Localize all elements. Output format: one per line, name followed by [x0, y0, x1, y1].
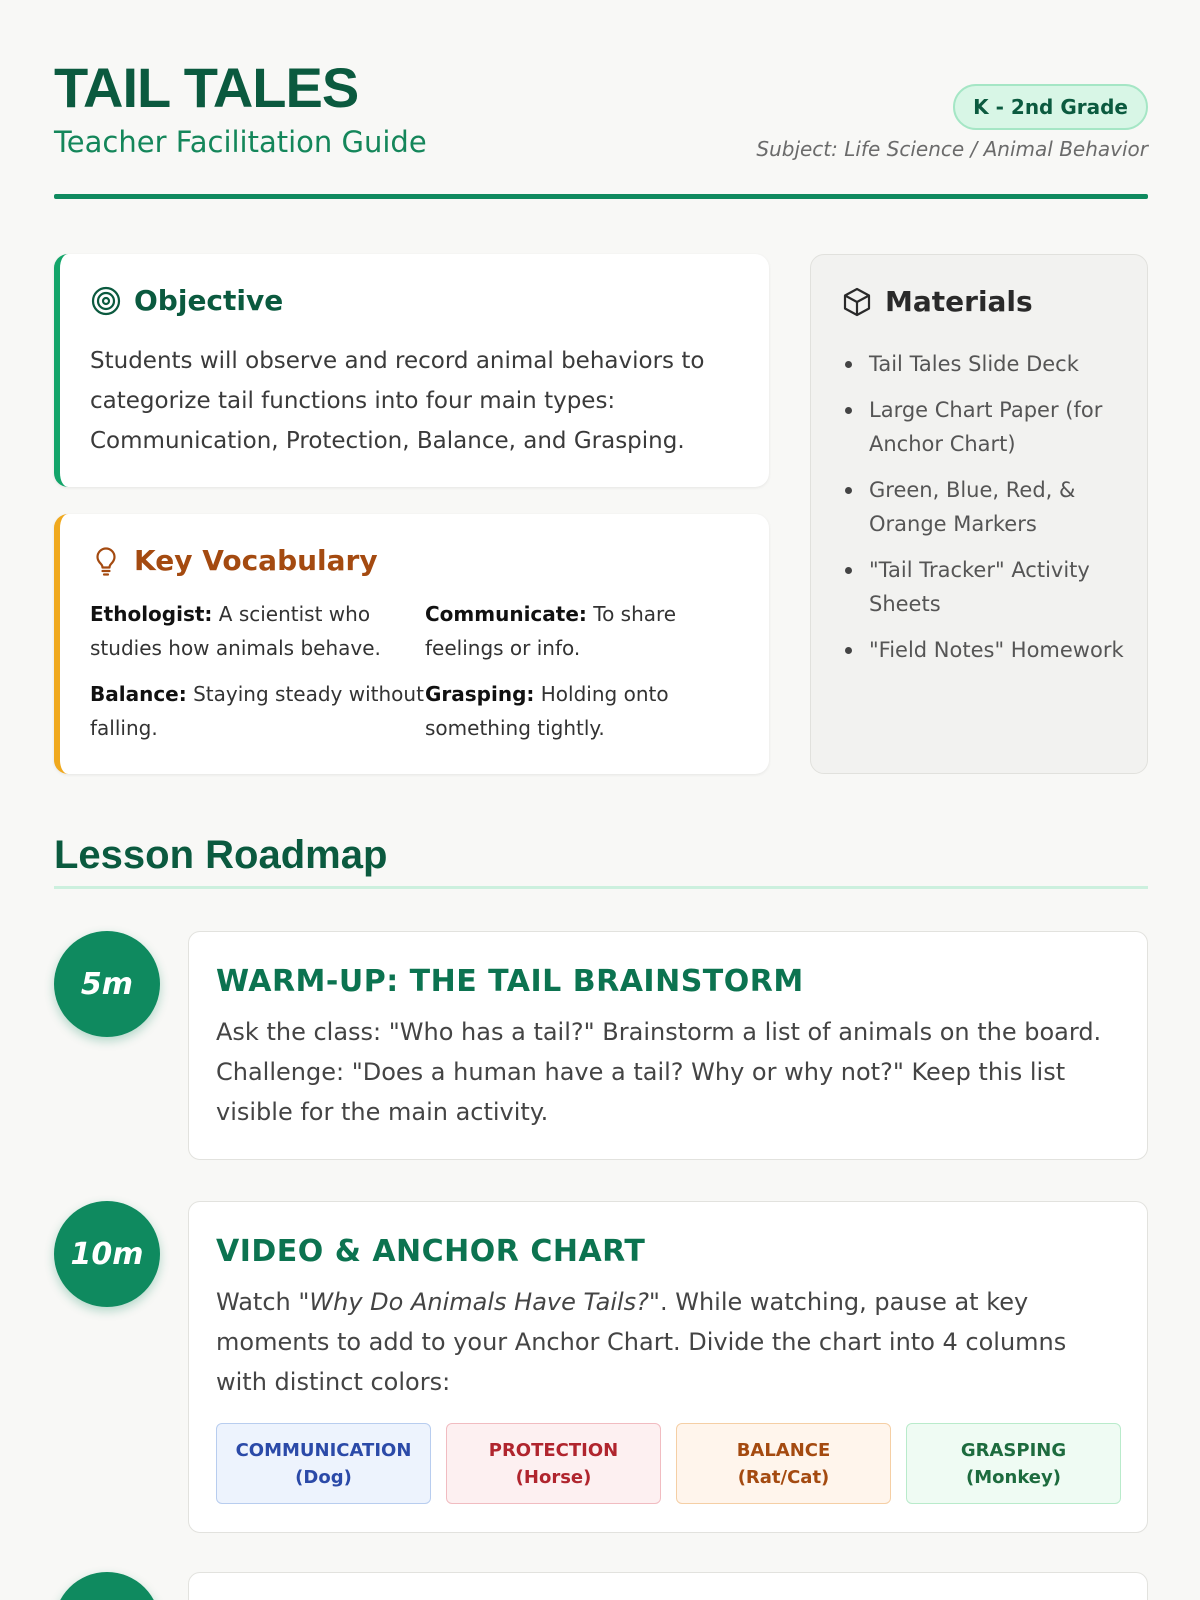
materials-item: "Tail Tracker" Activity Sheets	[841, 553, 1131, 621]
vocabulary-header	[90, 544, 378, 578]
step-card-warmup	[188, 931, 1148, 1160]
vocab-definition: To share feelings or info.	[425, 602, 677, 660]
step-text-suffix: . While watching, pause at key moments to add to your Anchor Chart. Divide the chart into 4 columns with distinct colors:	[216, 1288, 1067, 1396]
vocabulary-grid	[90, 597, 730, 745]
vocab-term: Communicate:	[425, 602, 587, 626]
vocab-term: Grasping:	[425, 682, 535, 706]
category-example: (Monkey)	[966, 1466, 1061, 1488]
vocabulary-card	[54, 514, 769, 774]
step-time-badge: 10m	[54, 1201, 160, 1307]
step-text-prefix: Watch	[216, 1288, 299, 1316]
category-balance	[676, 1423, 891, 1504]
materials-item: Green, Blue, Red, & Orange Markers	[841, 473, 1131, 541]
roadmap-divider	[54, 886, 1148, 889]
step-title: VIDEO & ANCHOR CHART	[216, 1234, 646, 1269]
vocab-definition: Holding onto something tightly.	[425, 682, 669, 740]
grade-badge: K - 2nd Grade	[953, 84, 1148, 130]
step-description: Ask the class: "Who has a tail?" Brainstorm a list of animals on the board. Challenge: "Does a human have a tail? Why or why not?" Keep this list visible for the main activity.	[216, 1018, 1102, 1126]
category-name: COMMUNICATION	[235, 1439, 412, 1461]
vocab-item	[90, 597, 425, 665]
materials-item: "Field Notes" Homework	[841, 633, 1131, 667]
page-title: TAIL TALES	[54, 56, 359, 119]
materials-list	[841, 347, 1131, 679]
objective-heading: Objective	[134, 284, 284, 317]
step-card-partial	[188, 1572, 1148, 1600]
materials-card	[810, 254, 1148, 774]
category-name: PROTECTION	[488, 1439, 619, 1461]
category-example: (Horse)	[515, 1466, 592, 1488]
header	[54, 0, 1148, 200]
lesson-guide-page	[54, 0, 1148, 1488]
step-description	[216, 1282, 1116, 1402]
step-time-badge-partial	[54, 1572, 160, 1600]
materials-item: Large Chart Paper (for Anchor Chart)	[841, 393, 1131, 461]
category-example: (Rat/Cat)	[737, 1466, 830, 1488]
category-example: (Dog)	[295, 1466, 352, 1488]
vocab-term: Balance:	[90, 682, 187, 706]
category-name: BALANCE	[736, 1439, 831, 1461]
step-title: WARM-UP: THE TAIL BRAINSTORM	[216, 964, 804, 999]
vocab-item	[425, 597, 725, 665]
step-time-badge: 5m	[54, 931, 160, 1037]
objective-text: Students will observe and record animal behaviors to categorize tail functions into four main types: Communication, Protection, Balance, and Grasping.	[90, 348, 705, 454]
materials-item: Tail Tales Slide Deck	[841, 347, 1131, 381]
vocab-definition: A scientist who studies how animals behave.	[90, 602, 381, 660]
objective-card	[54, 254, 769, 487]
anchor-chart-categories	[216, 1423, 1121, 1504]
vocab-item	[90, 677, 425, 745]
page-subtitle: Teacher Facilitation Guide	[54, 125, 427, 159]
video-title: "Why Do Animals Have Tails?"	[298, 1288, 660, 1316]
category-protection	[446, 1423, 661, 1504]
vocab-item	[425, 677, 725, 745]
header-divider	[54, 194, 1148, 199]
materials-heading: Materials	[885, 285, 1033, 318]
roadmap-title: Lesson Roadmap	[54, 833, 388, 877]
vocab-term: Ethologist:	[90, 602, 213, 626]
step-card-video	[188, 1201, 1148, 1533]
category-name: GRASPING	[960, 1439, 1067, 1461]
materials-header	[841, 285, 1033, 319]
lightbulb-icon	[90, 545, 122, 577]
subject-line: Subject: Life Science / Animal Behavior	[756, 137, 1148, 161]
objective-header	[90, 284, 283, 318]
vocabulary-heading: Key Vocabulary	[134, 544, 378, 577]
category-grasping	[906, 1423, 1121, 1504]
target-icon	[90, 285, 122, 317]
box-icon	[841, 286, 873, 318]
vocab-definition: Staying steady without falling.	[90, 682, 424, 740]
category-communication	[216, 1423, 431, 1504]
